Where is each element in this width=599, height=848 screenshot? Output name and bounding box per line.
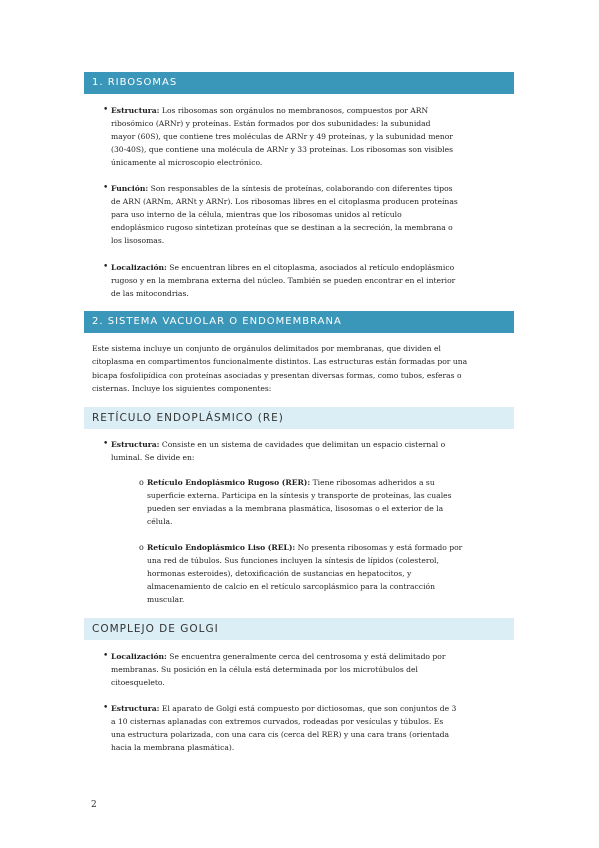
bullet-label: Localización: [111,652,167,661]
bullet-label: Estructura: [111,106,160,115]
bullet-label: Localización: [111,263,167,272]
circle-bullet-icon: o [139,478,144,487]
bullet-label: Estructura: [111,440,160,449]
subbullet-rel: o Retículo Endoplásmico Liso (REL): No presenta ribosomas y está formado por una red de túbulos. Sus funciones incluyen la síntesis de lípidos (colesterol, hormonas esteroides), detoxificación de sustancias en hepatocitos, y almacenamiento de calcio en el retículo sarcoplásmico para la contracción muscular. [139,543,463,604]
bullet-label: Función: [111,184,149,193]
subbullet-label: Retículo Endoplásmico Rugoso (RER): [147,478,311,487]
bullet-ribosomas-estructura: • Estructura: Los ribosomas son orgánulos no membranosos, compuestos por ARN ribosómico (ARNr) y proteínas. Están formados por dos subunidades: la subunidad mayor (60S), que contiene tres moléculas de ARNr y 49 proteínas, y la subunidad menor (30-40S), que contiene una molécula de ARNr y 33 proteínas. Los ribosomas son visibles únicamente al microscopio electrónico. [103,105,453,167]
bullet-dot-icon: • [103,651,109,661]
bullet-golgi-estructura: • Estructura: El aparato de Golgi está compuesto por dictiosomas, que son conjuntos de 3 a 10 cisternas aplanadas con extremos curvados, rodeadas por vesículas y túbulos. Es una estructura polarizada, con una cara cis (cerca del RER) y una cara trans (orientada hacia la membrana plasmática). [103,703,457,752]
bullet-ribosomas-localizacion: • Localización: Se encuentran libres en el citoplasma, asociados al retículo endoplásmico rugoso y en la membrana externa del núcleo. También se pueden encontrar en el interior de las mitocondrias. [103,262,456,298]
bullet-dot-icon: • [103,105,109,115]
page-number: 2 [91,800,97,810]
bullet-re-estructura: • Estructura: Consiste en un sistema de cavidades que delimitan un espacio cisternal o luminal. Se divide en: [103,439,446,462]
subbullet-rer: o Retículo Endoplásmico Rugoso (RER): Tiene ribosomas adheridos a su superficie externa. Participa en la síntesis y transporte de proteínas, las cuales pueden ser enviadas a la membrana plasmática, lisosomas o el exterior de la célula. [139,478,452,526]
section-heading-sistema: 2. SISTEMA VACUOLAR O ENDOMEMBRANA [84,311,514,333]
bullet-dot-icon: • [103,703,109,713]
bullet-label: Estructura: [111,704,160,713]
bullet-golgi-localizacion: • Localización: Se encuentra generalmente cerca del centrosoma y está delimitado por membranas. Su posición en la célula está determinada por los microtúbulos del citoesqueleto. [103,651,446,687]
sistema-intro-paragraph: Este sistema incluye un conjunto de orgánulos delimitados por membranas, que dividen el citoplasma en compartimentos funcionalmente distintos. Las estructuras están formadas por una bicapa fosfolipídica con proteínas asociadas y presentan diversas formas, como tubos, esferas o cisternas. Incluye los siguientes componentes: [92,344,468,394]
subsection-heading-re: RETÍCULO ENDOPLÁSMICO (RE) [84,407,514,429]
circle-bullet-icon: o [139,543,144,552]
bullet-dot-icon: • [103,439,109,449]
bullet-dot-icon: • [103,183,109,193]
bullet-ribosomas-funcion: • Función: Son responsables de la síntesis de proteínas, colaborando con diferentes tipos de ARN (ARNm, ARNt y ARNr). Los ribosomas libres en el citoplasma producen proteínas para uso interno de la célula, mientras que los ribosomas unidos al retículo endoplásmico rugoso sintetizan proteínas que se destinan a la secreción, la membrana o los lisosomas. [103,183,458,245]
subsection-heading-golgi: COMPLEJO DE GOLGI [84,618,514,640]
section-heading-ribosomas: 1. RIBOSOMAS [84,72,514,94]
bullet-dot-icon: • [103,262,109,272]
subbullet-label: Retículo Endoplásmico Liso (REL): [147,543,296,552]
